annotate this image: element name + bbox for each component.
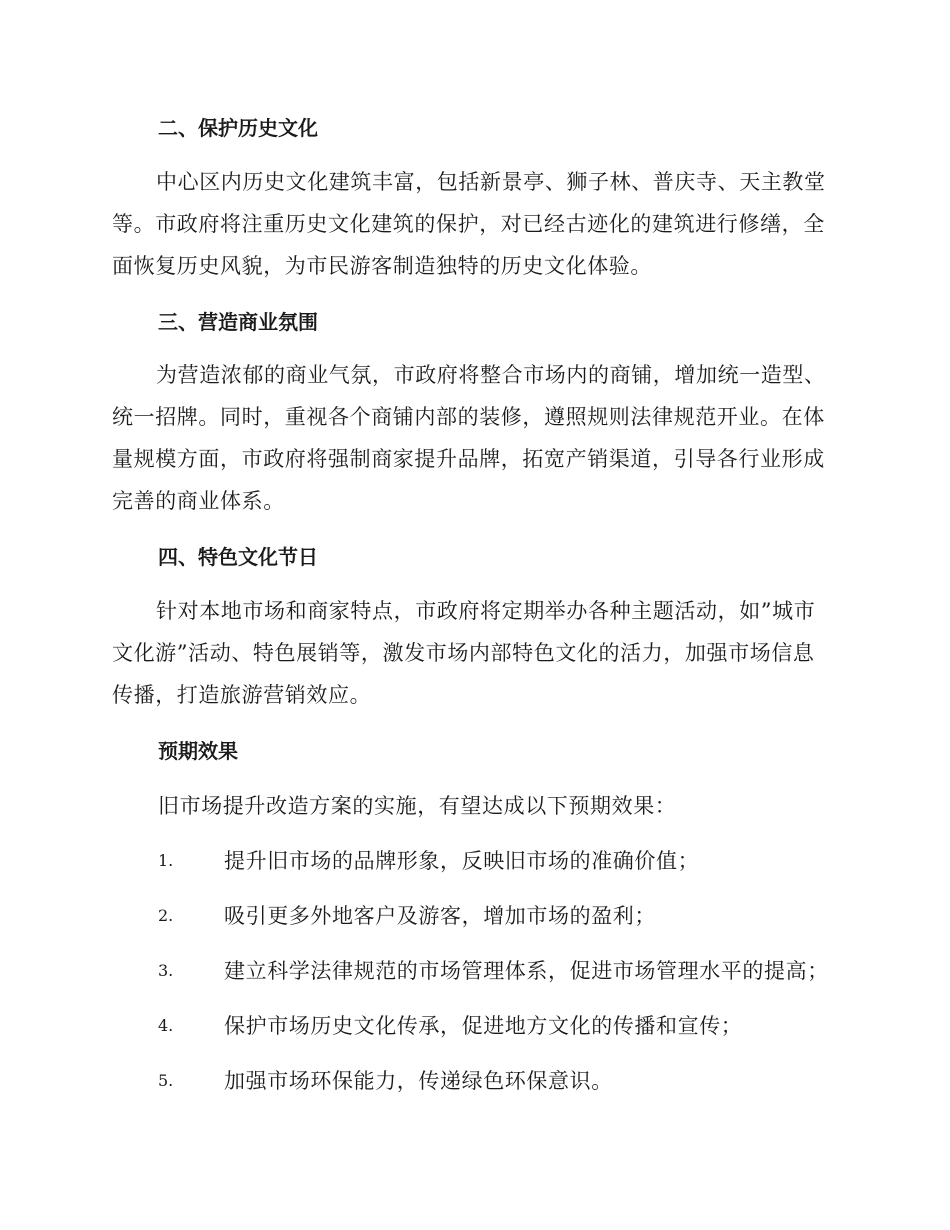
expected-effects-intro: 旧市场提升改造方案的实施，有望达成以下预期效果： (158, 794, 677, 818)
list-item-number: 4. (158, 1016, 174, 1035)
list-item (158, 902, 838, 930)
section-body-commercial-atmosphere: 为营造浓郁的商业气氛，市政府将整合市场内的商铺，增加统一造型、统一招牌。同时，重视各个商铺内部的装修，遵照规则法律规范开业。在体量规模方面，市政府将强制商家提升品牌，拓宽产销渠道，引导各行业形成完善的商业体系。 (112, 363, 826, 513)
list-item-number: 1. (158, 851, 174, 870)
list-item-text: 建立科学法律规范的市场管理体系，促进市场管理水平的提高； (224, 959, 829, 983)
section-heading-commercial-atmosphere: 三、营造商业氛围 (158, 310, 318, 334)
section-body-protect-history: 中心区内历史文化建筑丰富，包括新景亭、狮子林、普庆寺、天主教堂等。市政府将注重历史文化建筑的保护，对已经古迹化的建筑进行修缮，全面恢复历史风貌，为市民游客制造独特的历史文化体验。 (112, 170, 826, 278)
list-item-text: 保护市场历史文化传承，促进地方文化的传播和宣传； (224, 1014, 743, 1038)
section-heading-cultural-festivals: 四、特色文化节日 (158, 545, 318, 569)
list-item (158, 1067, 838, 1095)
list-item-text: 提升旧市场的品牌形象，反映旧市场的准确价值； (224, 849, 700, 873)
list-item (158, 1012, 838, 1040)
list-item-text: 吸引更多外地客户及游客，增加市场的盈利； (224, 904, 656, 928)
list-item-text: 加强市场环保能力，传递绿色环保意识。 (224, 1069, 613, 1093)
list-item (158, 847, 838, 875)
list-item (158, 957, 838, 985)
list-item-number: 2. (158, 906, 174, 925)
list-item-number: 5. (158, 1071, 174, 1090)
expected-effects-heading: 预期效果 (158, 739, 238, 763)
section-body-cultural-festivals: 针对本地市场和商家特点，市政府将定期举办各种主题活动，如”城市文化游”活动、特色展销等，激发市场内部特色文化的活力，加强市场信息传播，打造旅游营销效应。 (112, 599, 816, 707)
section-heading-protect-history: 二、保护历史文化 (158, 116, 318, 140)
list-item-number: 3. (158, 961, 174, 980)
